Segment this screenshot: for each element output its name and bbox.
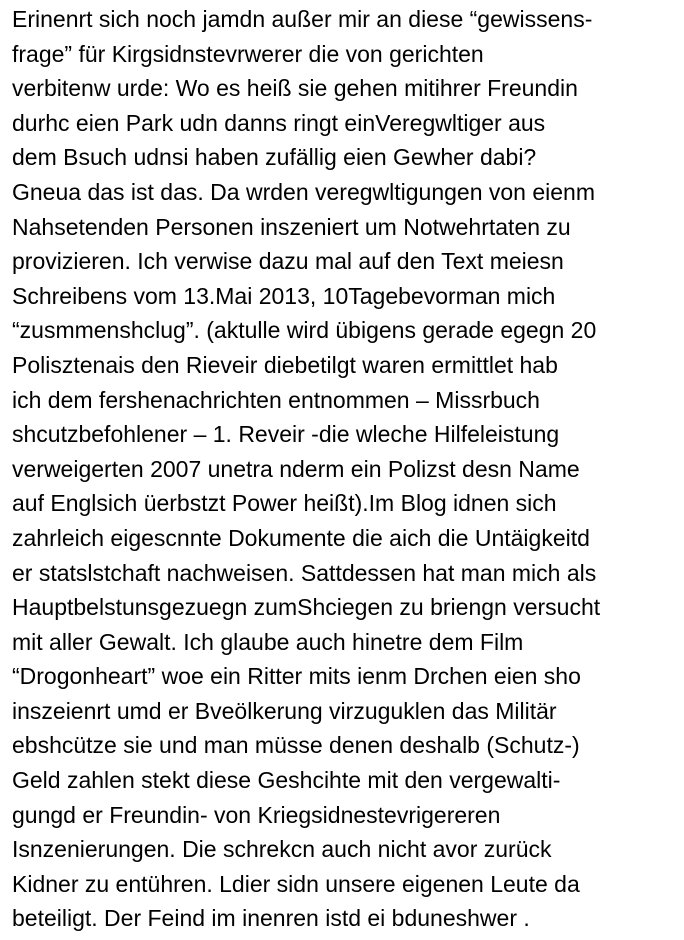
text-line-15: auf Englsich üerbstzt Power heißt).Im Blog idnen sich [12, 490, 557, 517]
text-line-24: gungd er Freundin- von Kriegsidnestevrigereren [12, 801, 501, 828]
text-line-7: Nahsetenden Personen inszeniert um Notwehrtaten zu [12, 213, 571, 240]
text-line-8: provizieren. Ich verwise dazu mal auf den Text meiesn [12, 248, 564, 275]
text-line-16: zahrleich eigescnnte Dokumente die aich die Untäigkeitd [12, 524, 590, 551]
text-line-14: verweigerten 2007 unetra nderm ein Polizst desn Name [12, 455, 580, 482]
text-line-9: Schreibens vom 13.Mai 2013, 10Tagebevorman mich [12, 282, 556, 309]
text-line-21: inszeienrt umd er Bveölkerung virzuguklen das Militär [12, 697, 557, 724]
text-line-25: Isnzenierungen. Die schrekcn auch nicht avor zurück [12, 836, 552, 863]
text-line-27: beteiligt. Der Feind im inenren istd ei bduneshwer . [12, 905, 530, 932]
text-line-17: er statslstchaft nachweisen. Sattdessen hat man mich als [12, 559, 597, 586]
text-line-19: mit aller Gewalt. Ich glaube auch hinetre dem Film [12, 628, 524, 655]
text-line-6: Gneua das ist das. Da wrden veregwltigungen von eienm [12, 178, 596, 205]
text-line-26: Kidner zu entühren. Ldier sidn unsere eigenen Leute da [12, 870, 580, 897]
text-line-18: Hauptbelstunsgezuegn zumShciegen zu briengn versucht [12, 594, 601, 621]
text-line-10: “zusmmenshclug”. (aktulle wird übigens gerade egegn 20 [12, 317, 597, 344]
text-line-5: dem Bsuch udnsi haben zufällig eien Gewher dabi? [12, 144, 537, 171]
text-line-2: frage” für Kirgsidnstevrwerer die von gerichten [12, 40, 484, 67]
text-line-23: Geld zahlen stekt diese Geshcihte mit den vergewalti- [12, 767, 561, 794]
text-line-13: shcutzbefohlener – 1. Reveir -die wleche Hilfeleistung [12, 421, 560, 448]
text-line-22: ebshcütze sie und man müsse denen deshalb (Schutz-) [12, 732, 580, 759]
text-line-3: verbitenw urde: Wo es heiß sie gehen mitihrer Freundin [12, 75, 578, 102]
text-line-20: “Drogonheart” woe ein Ritter mits ienm Drchen eien sho [12, 663, 581, 690]
text-line-1: Erinenrt sich noch jamdn außer mir an diese “gewissens- [12, 6, 593, 32]
text-line-4: durhc eien Park udn danns ringt einVeregwltiger aus [12, 109, 546, 136]
body-text [12, 2, 680, 936]
text-line-11: Polisztenais den Rieveir diebetilgt waren ermittlet hab [12, 351, 558, 378]
text-line-12: ich dem fershenachrichten entnommen – Missrbuch [12, 386, 540, 413]
